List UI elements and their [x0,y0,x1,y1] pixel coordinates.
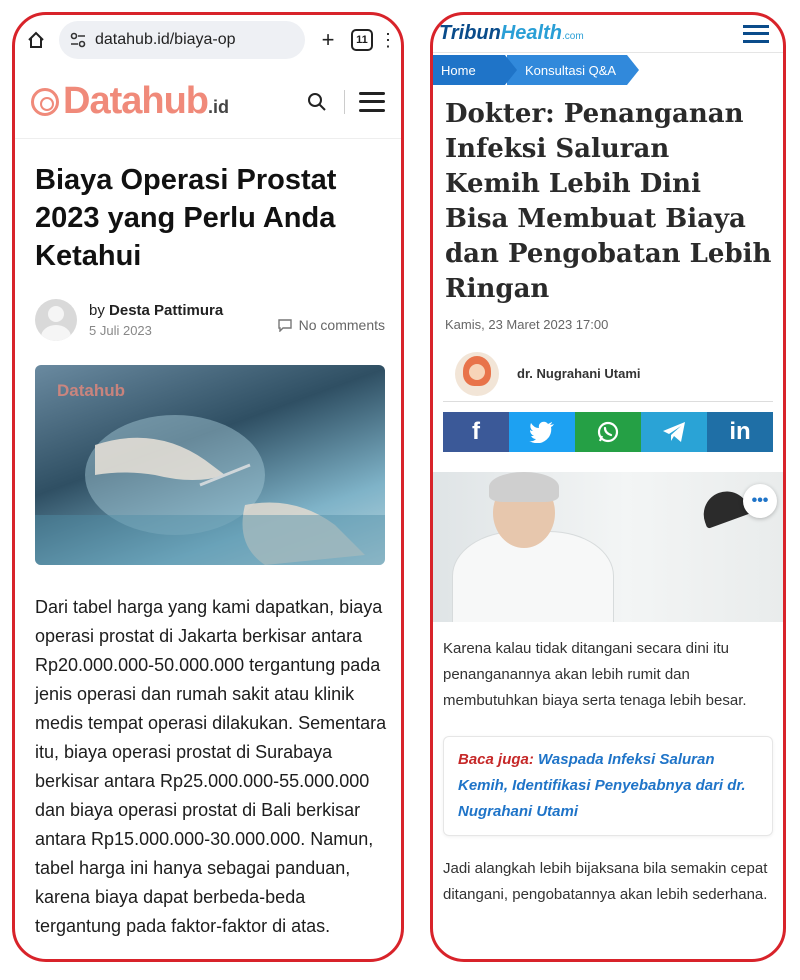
site-settings-icon[interactable] [69,31,87,49]
right-phone-screenshot [430,12,786,962]
author-name[interactable]: Desta Pattimura [109,302,224,319]
breadcrumb-home[interactable]: Home [433,55,505,85]
article-title: Dokter: Penanganan Infeksi Saluran Kemih Lebih Dini Bisa Membuat Biaya dan Pengobatan Lebih Ringan [445,99,772,304]
article-paragraph: Karena kalau tidak ditangani secara dini itu penanganannya akan lebih rumit dan membutuhkan biaya serta tenaga lebih besar. [443,640,747,709]
header-divider [344,90,345,114]
home-icon[interactable] [23,27,49,53]
breadcrumb-konsultasi[interactable]: Konsultasi Q&A [507,55,627,85]
author-avatar [35,299,77,341]
telegram-icon[interactable] [641,412,707,452]
article-hero-image [35,365,385,565]
twitter-icon[interactable] [509,412,575,452]
doctor-name[interactable]: dr. Nugrahani Utami [517,366,641,381]
image-watermark: Datahub [57,381,125,400]
author-row [443,332,773,402]
article-photo [433,472,783,622]
comments-link[interactable]: No comments [277,317,385,333]
comment-icon [277,318,293,332]
datahub-logo[interactable]: Datahub .id [31,80,304,123]
article-paragraph: Jadi alangkah lebih bijaksana bila semakin cepat ditangani, pengobatannya akan lebih sederhana. [443,860,768,903]
left-phone-screenshot [12,12,404,962]
article-title: Biaya Operasi Prostat 2023 yang Perlu Anda Ketahui [35,164,337,272]
address-bar[interactable] [59,21,305,59]
byline: by Desta Pattimura 5 Juli 2023 No comments [15,275,401,343]
post-date: 5 Juli 2023 [89,323,152,338]
logo-mark-icon [31,88,59,116]
browser-toolbar [15,15,401,65]
facebook-icon[interactable]: f [443,412,509,452]
whatsapp-icon[interactable] [575,412,641,452]
share-bar [443,412,773,452]
article-body: Dari tabel harga yang kami dapatkan, biaya operasi prostat di Jakarta berkisar antara Rp20.000.000-50.000.000 tergantung pada jenis operasi dan rumah sakit atau klinik medis tempat operasi dilakukan. Sementara itu, biaya operasi prostat di Surabaya berkisar antara Rp25.000.000-55.000.000 dan biaya operasi prostat di Bali berkisar antara Rp15.000.000-30.000.000. Namun, tabel harga ini hanya sebagai panduan, karena biaya dapat berbeda-beda tergantung pada faktor-faktor di atas. [35,597,387,936]
chat-icon[interactable]: ••• [743,484,777,518]
breadcrumb [433,55,783,85]
publish-date: Kamis, 23 Maret 2023 17:00 [445,317,609,332]
site-header [433,15,783,53]
tab-switcher-button[interactable]: 11 [351,29,373,51]
site-header [15,65,401,139]
menu-icon[interactable] [359,92,385,112]
read-also-link[interactable]: Waspada Infeksi Saluran Kemih, Identifikasi Penyebabnya dari dr. Nugrahani Utami [458,751,746,820]
url-text: datahub.id/biaya-op [95,31,236,48]
read-also-label: Baca juga: [458,751,534,768]
tribunhealth-logo[interactable]: TribunHealth.com [439,22,584,44]
linkedin-icon[interactable]: in [707,412,773,452]
new-tab-icon[interactable]: + [321,27,335,52]
more-vertical-icon[interactable]: ⋮ [379,29,397,50]
menu-icon[interactable] [743,25,769,43]
search-icon[interactable] [304,89,330,115]
read-also-box[interactable] [443,736,773,836]
doctor-avatar [455,352,499,396]
